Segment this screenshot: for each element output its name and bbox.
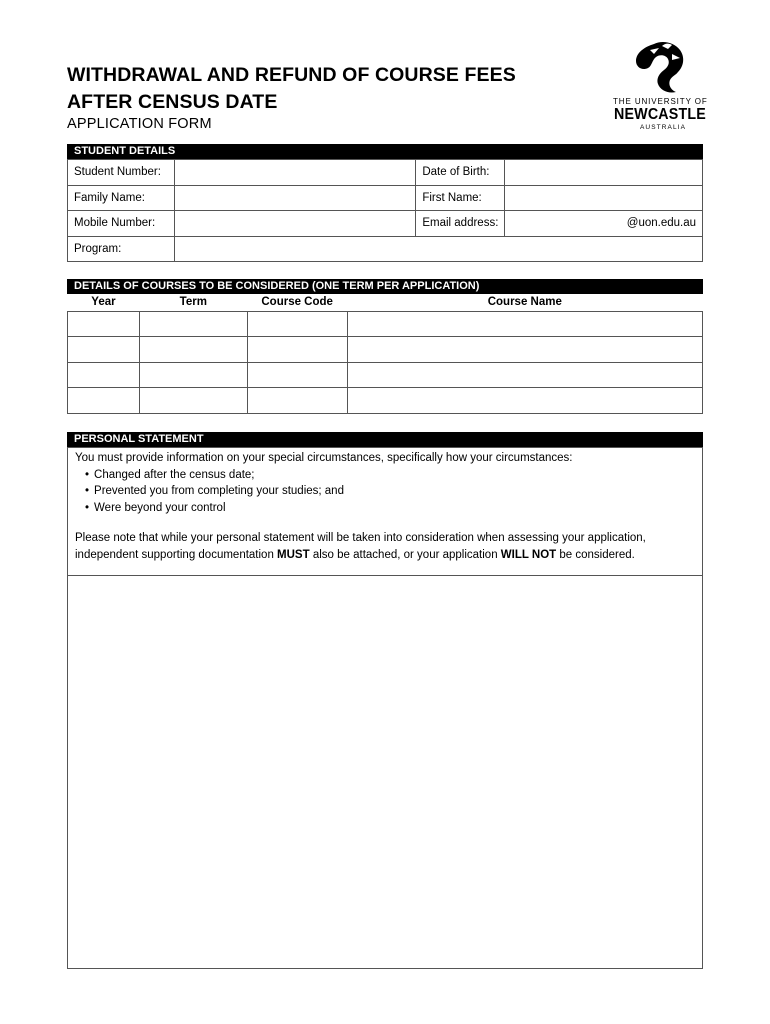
- form-subtitle: APPLICATION FORM: [67, 116, 212, 132]
- course-name-cell[interactable]: [347, 388, 702, 414]
- term-cell[interactable]: [139, 311, 247, 337]
- date-of-birth-label: Date of Birth:: [416, 160, 505, 186]
- note-text-1: Please note that while your personal statement will be taken into consideration when assessing your application, independent supporting documentation: [75, 532, 646, 561]
- form-title-line1: WITHDRAWAL AND REFUND OF COURSE FEES: [67, 64, 516, 86]
- student-number-label: Student Number:: [68, 160, 175, 186]
- note-will-not: WILL NOT: [500, 548, 557, 561]
- logo-line3: AUSTRALIA: [640, 124, 687, 131]
- first-name-label: First Name:: [416, 185, 505, 211]
- course-code-cell[interactable]: [247, 388, 347, 414]
- personal-statement-heading: PERSONAL STATEMENT: [67, 432, 703, 447]
- table-row: [68, 311, 703, 337]
- year-cell[interactable]: [68, 388, 140, 414]
- personal-statement-box: [67, 447, 703, 969]
- courses-table: [67, 294, 703, 414]
- column-header-term: Term: [179, 296, 207, 309]
- year-cell[interactable]: [68, 311, 140, 337]
- table-row: [68, 236, 703, 262]
- course-name-cell[interactable]: [347, 337, 702, 363]
- table-row: [68, 185, 703, 211]
- table-row: [68, 362, 703, 388]
- note-text-2: also be attached, or your application: [309, 548, 501, 561]
- mobile-number-field[interactable]: [174, 211, 415, 237]
- email-suffix: @uon.edu.au: [626, 217, 696, 230]
- term-cell[interactable]: [139, 362, 247, 388]
- year-cell[interactable]: [68, 337, 140, 363]
- family-name-label: Family Name:: [68, 185, 175, 211]
- university-logo: [604, 40, 708, 134]
- list-item: • Were beyond your control: [85, 500, 695, 517]
- personal-statement-intro: You must provide information on your special circumstances, specifically how your circumstances:: [75, 452, 573, 464]
- family-name-field[interactable]: [174, 185, 415, 211]
- documentation-note: [75, 530, 695, 563]
- course-name-cell[interactable]: [347, 311, 702, 337]
- student-details-heading: STUDENT DETAILS: [67, 144, 703, 159]
- student-details-table: [67, 159, 703, 262]
- year-cell[interactable]: [68, 362, 140, 388]
- course-code-cell[interactable]: [247, 337, 347, 363]
- course-name-cell[interactable]: [347, 362, 702, 388]
- table-row: [68, 211, 703, 237]
- program-field[interactable]: [174, 236, 702, 262]
- mobile-number-label: Mobile Number:: [68, 211, 175, 237]
- email-address-field[interactable]: [505, 211, 703, 237]
- column-header-year: Year: [91, 296, 116, 309]
- personal-statement-field[interactable]: [68, 576, 702, 968]
- courses-heading: DETAILS OF COURSES TO BE CONSIDERED (ONE TERM PER APPLICATION): [67, 279, 703, 294]
- term-cell[interactable]: [139, 337, 247, 363]
- column-header-course-code: Course Code: [261, 296, 333, 309]
- list-item: • Changed after the census date;: [85, 467, 695, 484]
- list-item: • Prevented you from completing your studies; and: [85, 483, 695, 500]
- note-must: MUST: [277, 548, 310, 561]
- table-row: [68, 337, 703, 363]
- term-cell[interactable]: [139, 388, 247, 414]
- circumstances-list: [85, 467, 695, 517]
- table-row: [68, 388, 703, 414]
- table-row: [68, 160, 703, 186]
- course-code-cell[interactable]: [247, 362, 347, 388]
- date-of-birth-field[interactable]: [505, 160, 703, 186]
- program-label: Program:: [68, 236, 175, 262]
- form-title: [67, 62, 516, 116]
- seahorse-icon: [632, 40, 688, 96]
- email-address-label: Email address:: [416, 211, 505, 237]
- logo-line1: THE UNIVERSITY OF: [613, 97, 708, 106]
- form-title-line2: AFTER CENSUS DATE: [67, 91, 278, 113]
- student-number-field[interactable]: [174, 160, 415, 186]
- logo-line2: NEWCASTLE: [614, 106, 706, 123]
- courses-header-row: [68, 294, 703, 311]
- column-header-course-name: Course Name: [487, 296, 562, 309]
- personal-statement-instructions: [68, 448, 702, 576]
- course-code-cell[interactable]: [247, 311, 347, 337]
- note-text-3: be considered.: [556, 548, 635, 561]
- first-name-field[interactable]: [505, 185, 703, 211]
